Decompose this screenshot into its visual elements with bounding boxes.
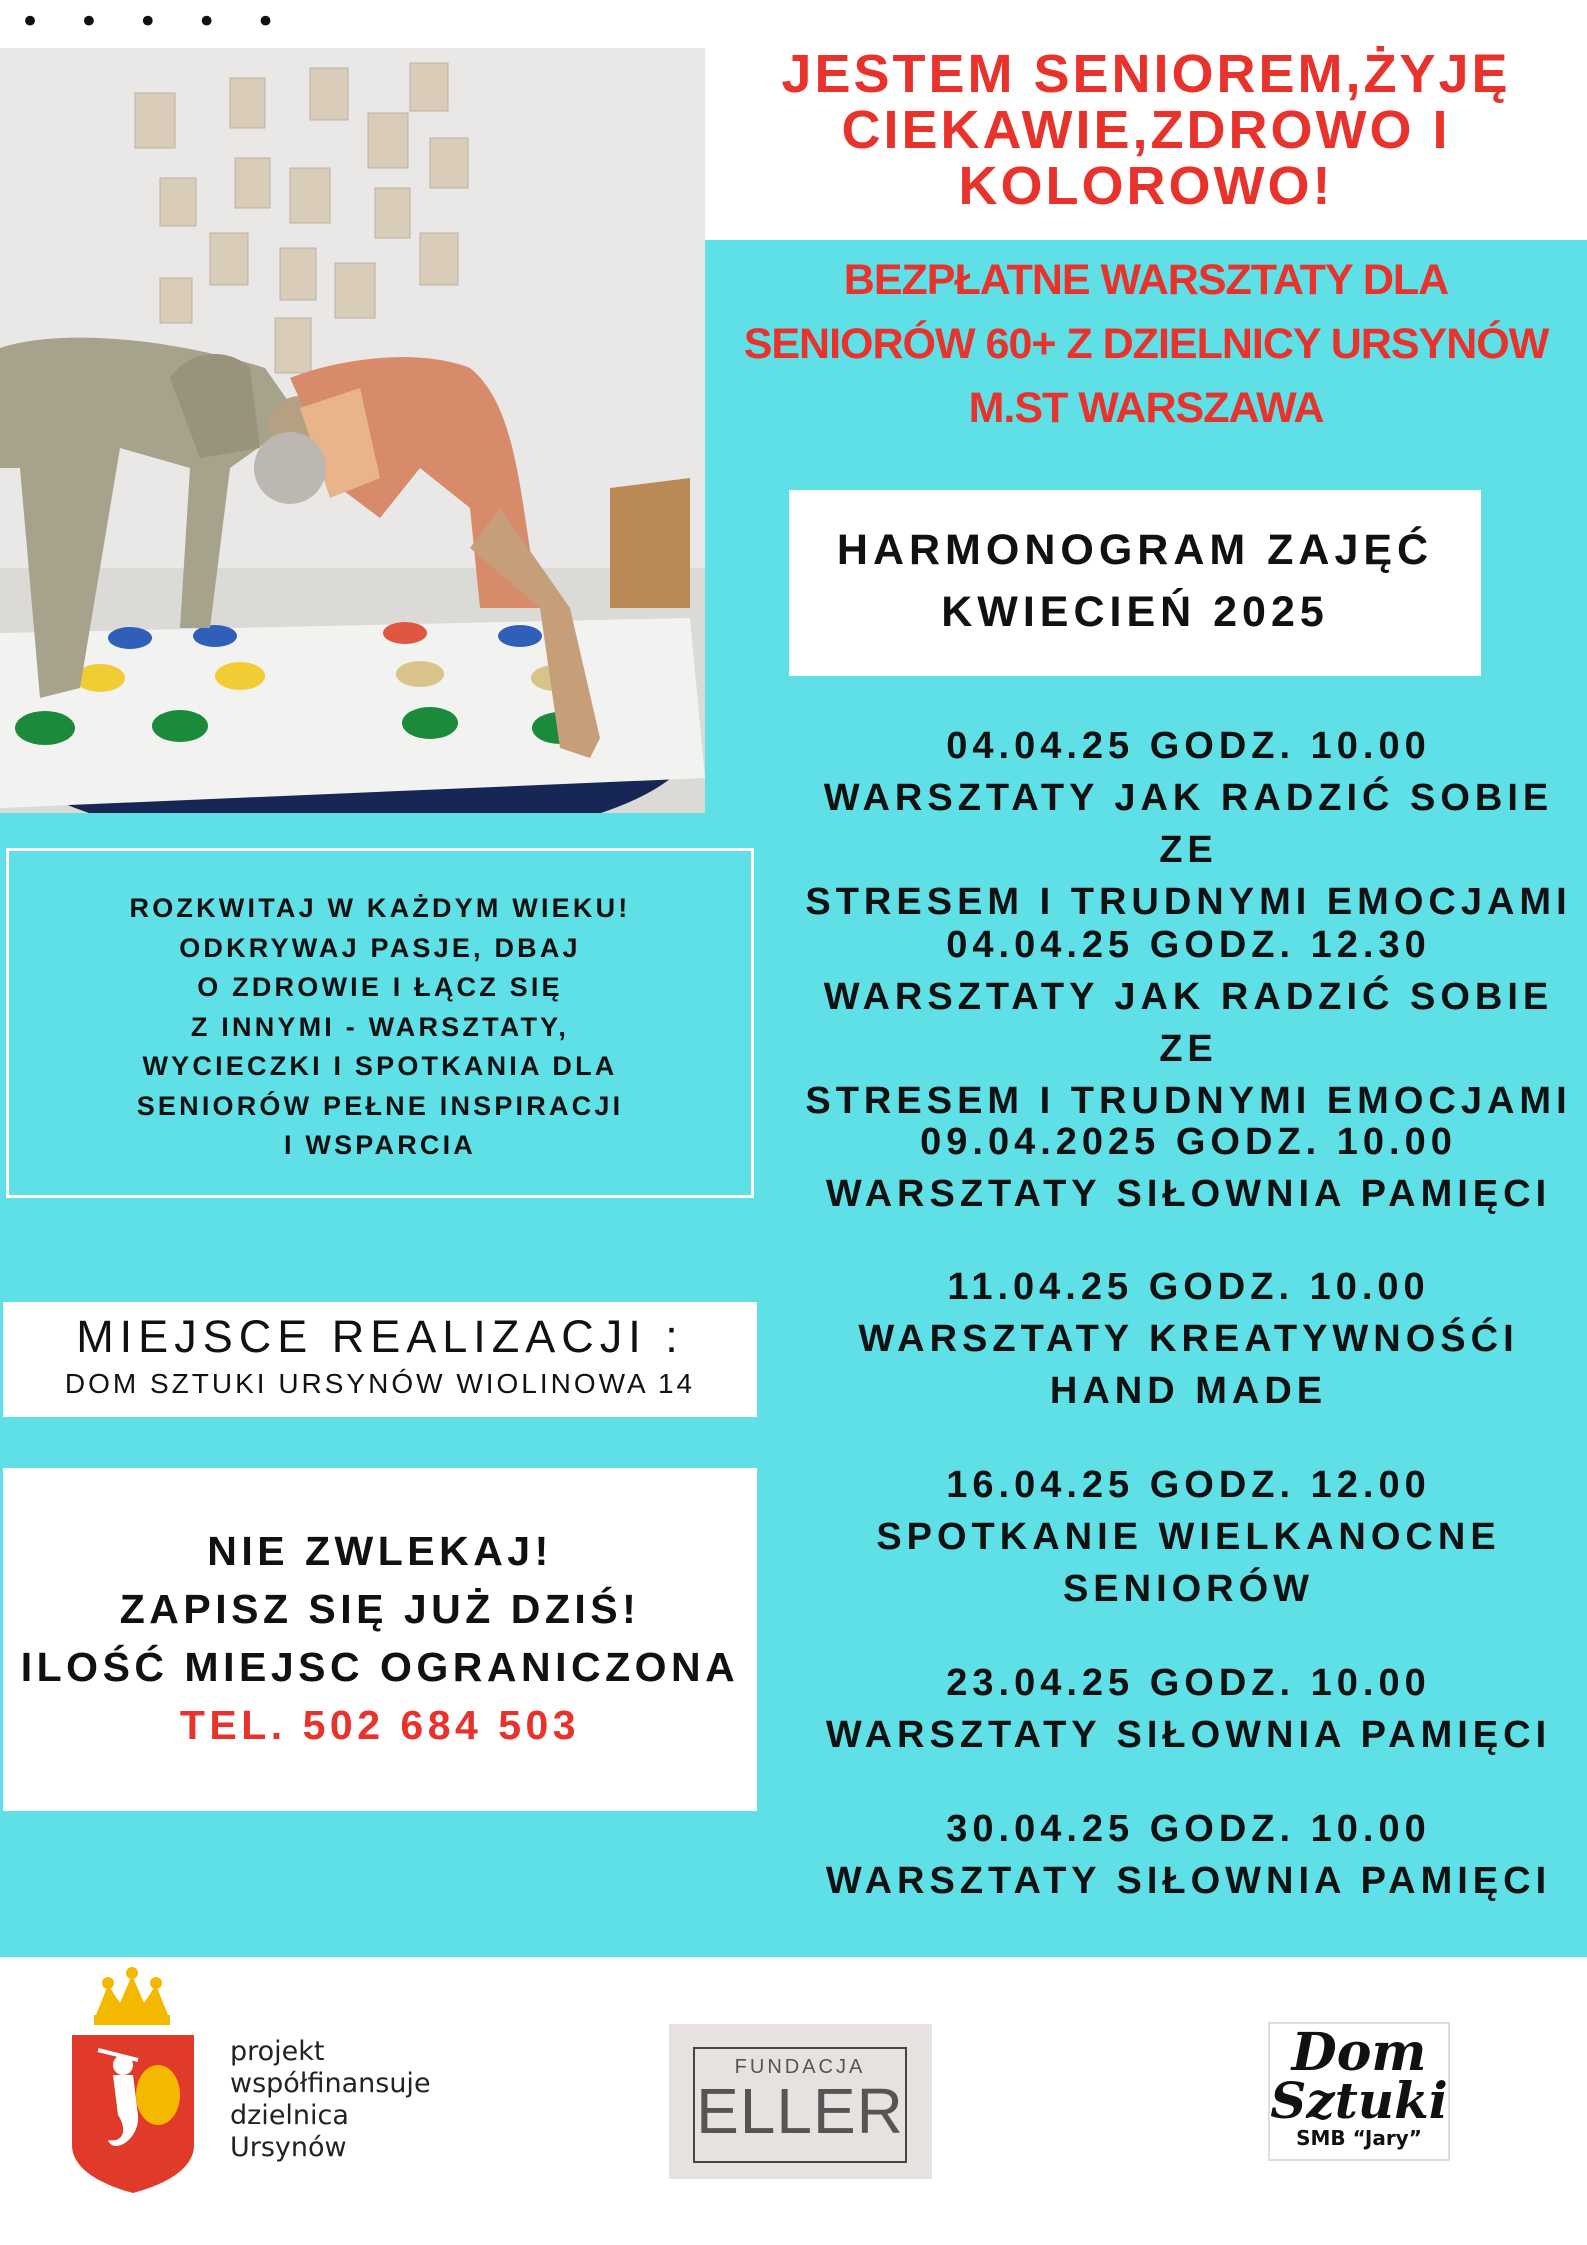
event-date: 23.04.25 GODZ. 10.00 bbox=[946, 1662, 1431, 1704]
event-line: WARSZTATY SIŁOWNIA PAMIĘCI bbox=[825, 1173, 1552, 1215]
event-date: 16.04.25 GODZ. 12.00 bbox=[946, 1464, 1431, 1506]
info-line: Z INNYMI - WARSZTATY, bbox=[190, 1011, 570, 1042]
event-line: SENIORÓW bbox=[1062, 1568, 1315, 1610]
cta-line: ZAPISZ SIĘ JUŻ DZIŚ! bbox=[119, 1586, 641, 1632]
schedule-title-line: KWIECIEŃ 2025 bbox=[941, 588, 1329, 636]
info-line: O ZDROWIE I ŁĄCZ SIĘ bbox=[197, 972, 563, 1002]
event-line: HAND MADE bbox=[1049, 1370, 1328, 1412]
info-text bbox=[9, 851, 751, 1166]
subtitle-line: M.ST WARSZAWA bbox=[968, 384, 1324, 432]
schedule-event bbox=[790, 1116, 1587, 1220]
event-date: 09.04.2025 GODZ. 10.00 bbox=[920, 1121, 1457, 1163]
event-line: WARSZTATY JAK RADZIĆ SOBIE ZE bbox=[823, 976, 1554, 1070]
event-date: 04.04.25 GODZ. 12.30 bbox=[946, 924, 1431, 966]
subtitle bbox=[705, 248, 1587, 440]
phone-number[interactable]: TEL. 502 684 503 bbox=[179, 1702, 581, 1748]
event-line: WARSZTATY SIŁOWNIA PAMIĘCI bbox=[825, 1714, 1552, 1756]
title-line: JESTEM SENIOREM,ŻYJĘ bbox=[781, 44, 1511, 104]
ursynow-cofinance-text bbox=[230, 2036, 431, 2164]
dom-text: Dom bbox=[1291, 2022, 1427, 2083]
schedule-event bbox=[790, 1803, 1587, 1907]
cta-text bbox=[3, 1468, 757, 1754]
title-line: KOLOROWO! bbox=[958, 156, 1334, 216]
schedule-title bbox=[789, 490, 1481, 643]
fundacja-eller-logo bbox=[669, 2024, 932, 2179]
eller-small-text: FUNDACJA bbox=[734, 2056, 866, 2078]
info-line: ROZKWITAJ W KAŻDYM WIEKU! bbox=[129, 893, 631, 923]
seniors-twister-photo bbox=[0, 48, 705, 813]
info-box bbox=[6, 848, 754, 1198]
schedule-title-line: HARMONOGRAM ZAJĘĆ bbox=[836, 526, 1434, 574]
info-line: ODKRYWAJ PASJE, DBAJ bbox=[179, 932, 581, 963]
info-line: WYCIECZKI I SPOTKANIA DLA bbox=[142, 1051, 618, 1081]
main-title bbox=[705, 46, 1587, 214]
subtitle-line: BEZPŁATNE WARSZTATY DLA bbox=[843, 256, 1449, 304]
sztuki-text: Sztuki bbox=[1270, 2071, 1448, 2130]
event-date: 04.04.25 GODZ. 10.00 bbox=[946, 725, 1431, 767]
cta-line: NIE ZWLEKAJ! bbox=[207, 1528, 553, 1574]
footer-line: współfinansuje bbox=[230, 2068, 431, 2099]
eller-frame bbox=[693, 2047, 907, 2163]
subtitle-line: SENIORÓW 60+ Z DZIELNICY URSYNÓW bbox=[743, 320, 1549, 368]
event-date: 11.04.25 GODZ. 10.00 bbox=[947, 1266, 1430, 1308]
footer-line: Ursynów bbox=[230, 2132, 347, 2163]
schedule-event bbox=[790, 1261, 1587, 1417]
dom-sztuki-logo bbox=[1268, 2022, 1450, 2161]
schedule-event bbox=[790, 1459, 1587, 1615]
smb-jary-text: SMB “Jary” bbox=[1296, 2126, 1422, 2150]
footer-line: projekt bbox=[230, 2036, 325, 2067]
eller-big-text: ELLER bbox=[696, 2075, 904, 2147]
footer-line: dzielnica bbox=[230, 2100, 349, 2131]
cta-line: ILOŚĆ MIEJSC OGRANICZONA bbox=[20, 1644, 740, 1690]
place-heading: MIEJSCE REALIZACJI : bbox=[76, 1311, 684, 1362]
schedule-event bbox=[790, 1657, 1587, 1761]
schedule-event bbox=[790, 720, 1587, 928]
event-line: STRESEM I TRUDNYMI EMOCJAMI bbox=[805, 1080, 1572, 1122]
schedule-title-box bbox=[789, 490, 1481, 676]
event-date: 30.04.25 GODZ. 10.00 bbox=[946, 1808, 1431, 1850]
event-line: SPOTKANIE WIELKANOCNE bbox=[876, 1516, 1501, 1558]
title-line: CIEKAWIE,ZDROWO I bbox=[841, 100, 1451, 160]
info-line: I WSPARCIA bbox=[284, 1130, 476, 1160]
cta-box bbox=[3, 1468, 757, 1811]
info-line: SENIORÓW PEŁNE INSPIRACJI bbox=[136, 1090, 624, 1121]
event-line: WARSZTATY JAK RADZIĆ SOBIE ZE bbox=[823, 777, 1554, 871]
event-line: STRESEM I TRUDNYMI EMOCJAMI bbox=[805, 881, 1572, 923]
place-box bbox=[3, 1302, 757, 1417]
place-address: DOM SZTUKI URSYNÓW WIOLINOWA 14 bbox=[64, 1368, 696, 1399]
event-line: WARSZTATY KREATYWNOŚĆI bbox=[858, 1318, 1519, 1360]
event-line: WARSZTATY SIŁOWNIA PAMIĘCI bbox=[825, 1860, 1552, 1902]
decorative-dots: • • • • • bbox=[20, 2, 290, 42]
schedule-event bbox=[790, 919, 1587, 1127]
warsaw-crest-logo bbox=[68, 1965, 198, 2195]
